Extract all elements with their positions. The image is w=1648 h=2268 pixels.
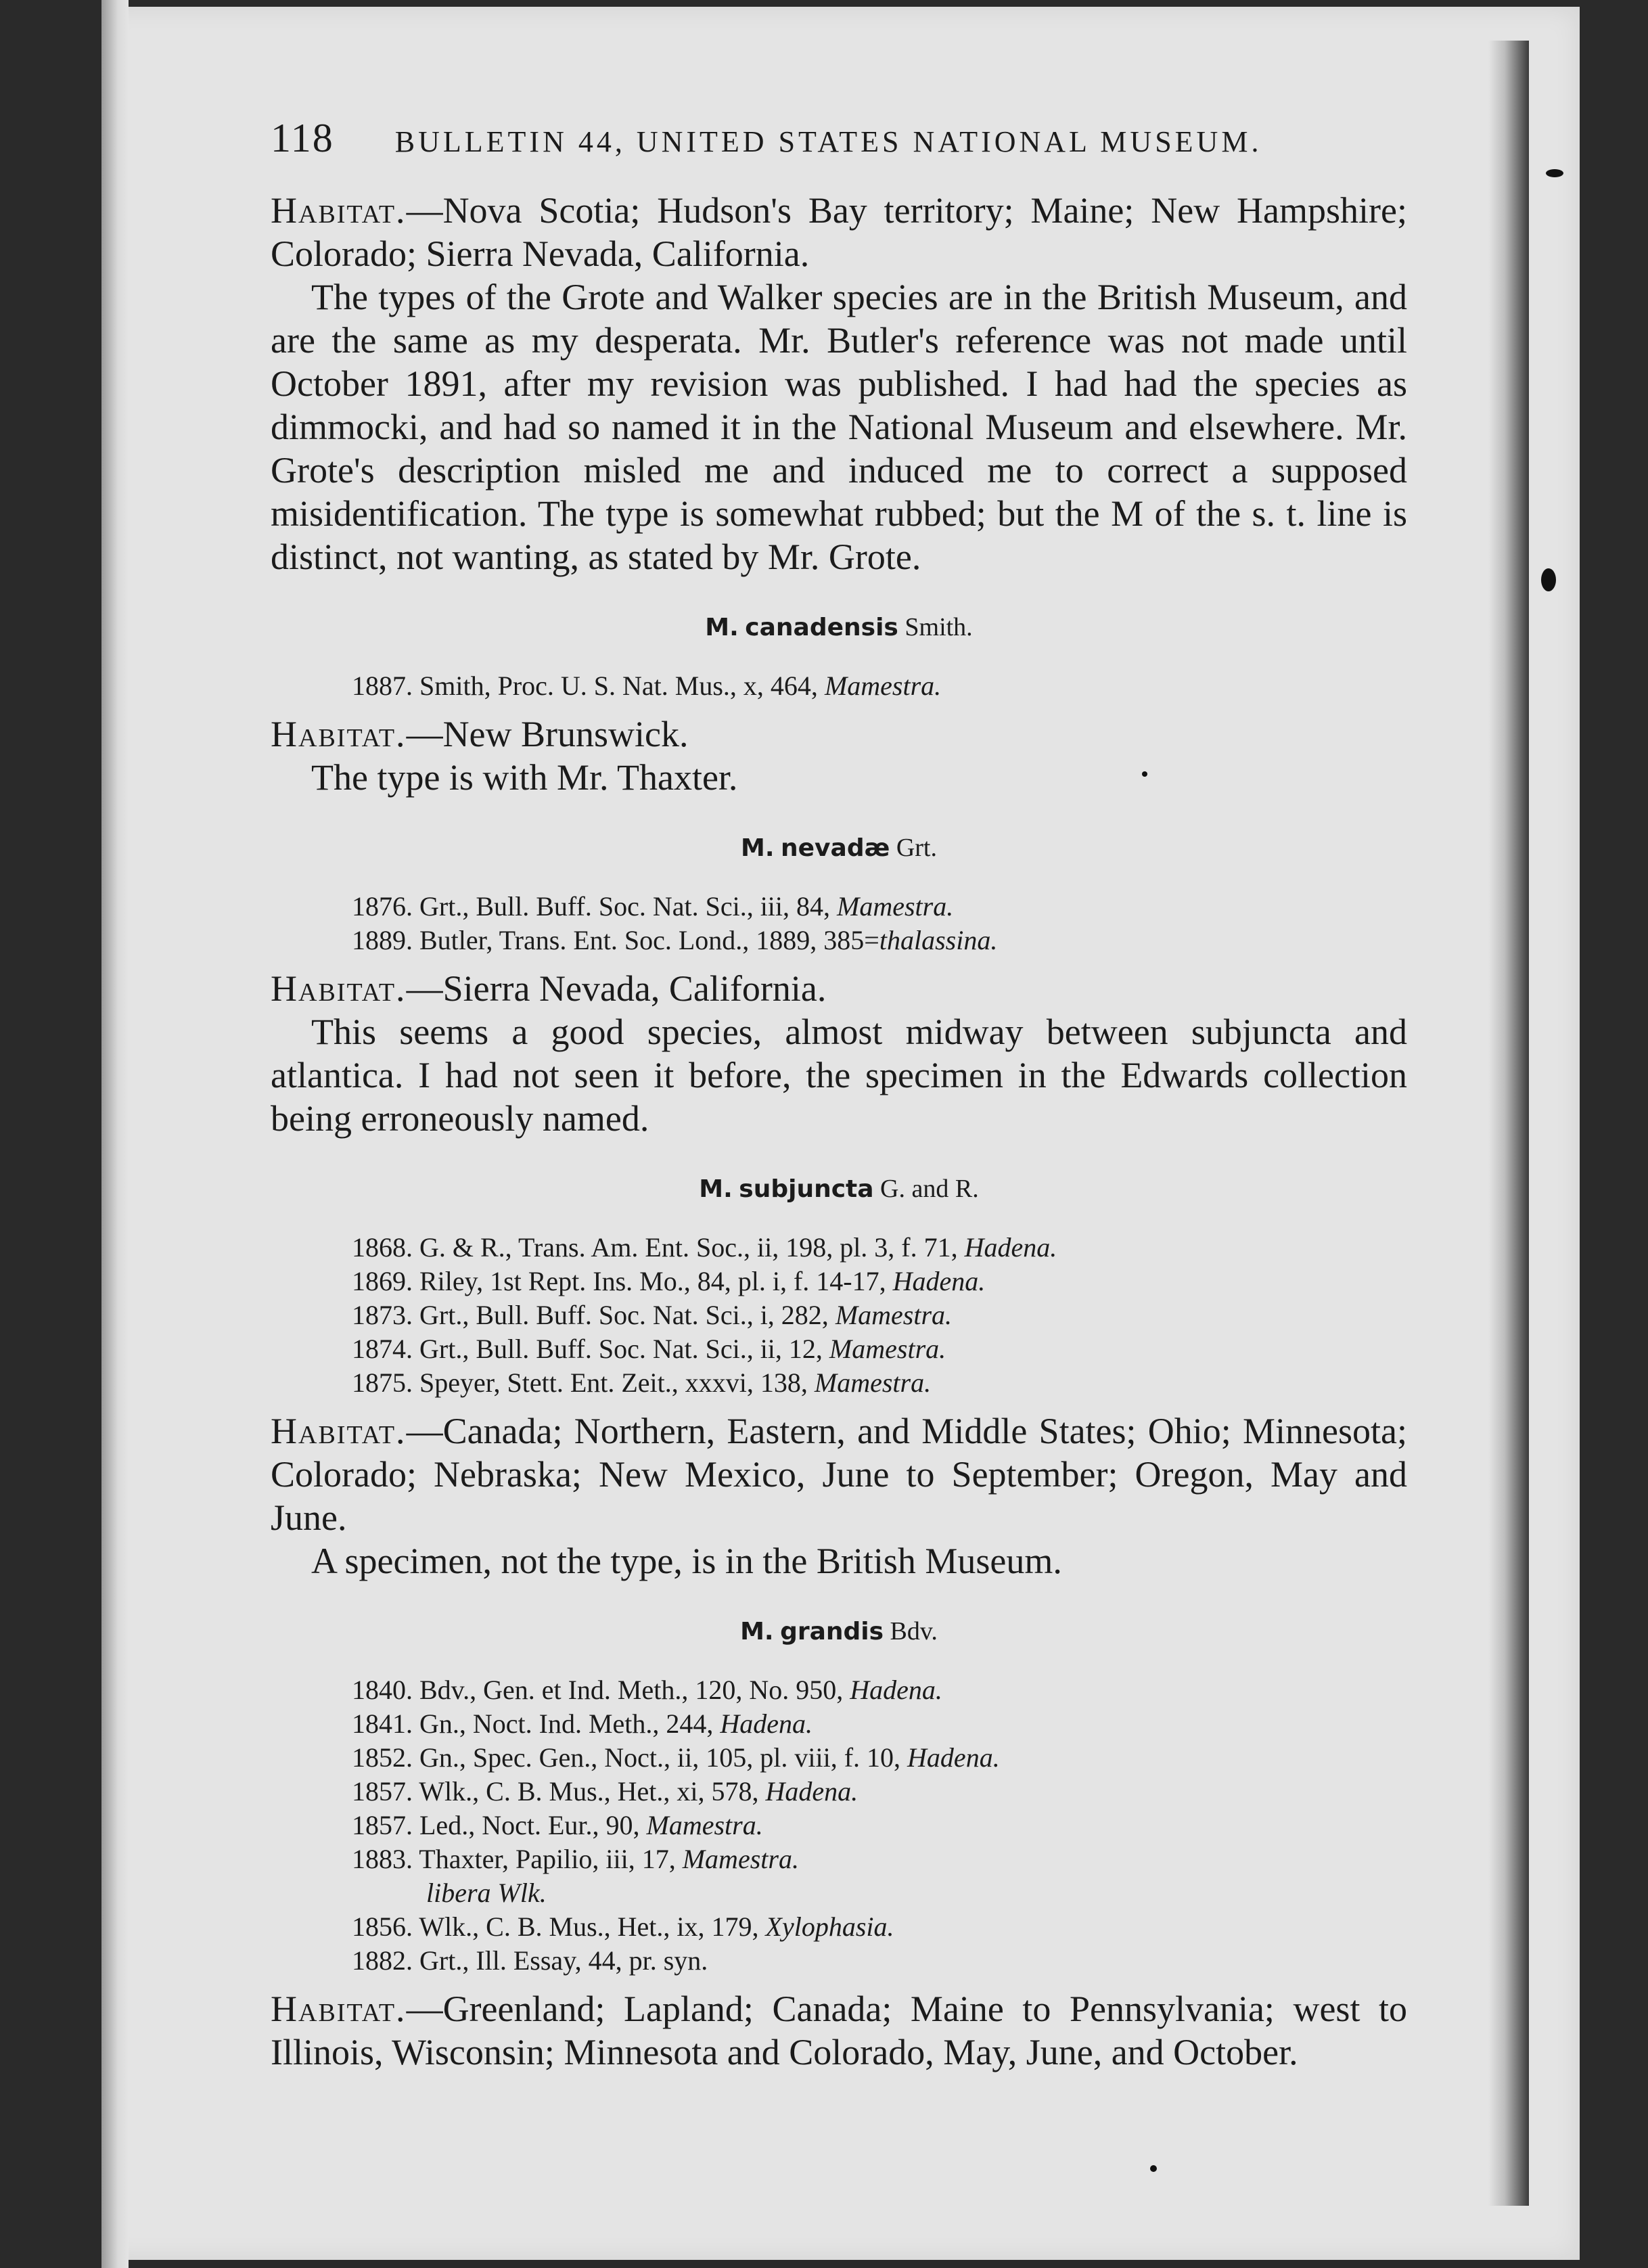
reference-list — [352, 1231, 1407, 1400]
reference: 1840. Bdv., Gen. et Ind. Meth., 120, No. 950, Hadena. — [352, 1675, 942, 1705]
species-entry — [271, 612, 1407, 799]
page-number: 118 — [271, 116, 334, 160]
reference-synonym: libera Wlk. — [426, 1878, 547, 1908]
species-name: canadensis — [745, 614, 898, 641]
reference: 1869. Riley, 1st Rept. Ins. Mo., 84, pl. i, f. 14-17, Hadena. — [352, 1266, 986, 1296]
reference-list — [352, 890, 1407, 957]
running-title: BULLETIN 44, UNITED STATES NATIONAL MUSEUM. — [394, 125, 1262, 158]
reference: 1876. Grt., Bull. Buff. Soc. Nat. Sci., iii, 84, Mamestra. — [352, 891, 954, 922]
book-spine — [101, 0, 129, 2268]
species-heading: M. grandis Bdv. — [740, 1617, 938, 1646]
reference: 1852. Gn., Spec. Gen., Noct., ii, 105, pl. viii, f. 10, Hadena. — [352, 1742, 1000, 1773]
species-note: A specimen, not the type, is in the British Museum. — [311, 1541, 1062, 1581]
reference: 1889. Butler, Trans. Ent. Soc. Lond., 1889, 385=thalassina. — [352, 925, 998, 955]
running-head — [271, 115, 1407, 162]
ink-speck — [1150, 2165, 1157, 2172]
species-author: Bdv. — [890, 1617, 938, 1646]
species-note: The type is with Mr. Thaxter. — [311, 757, 738, 798]
species-habitat: Habitat.—Canada; Northern, Eastern, and Middle States; Ohio; Minnesota; Colorado; Nebraska; New Mexico, June to September; Oregon, May and June. — [271, 1411, 1407, 1538]
species-entry — [271, 1616, 1407, 2074]
species-habitat: Habitat.—New Brunswick. — [271, 714, 689, 754]
intro-habitat — [271, 189, 1407, 275]
species-habitat: Habitat.—Sierra Nevada, California. — [271, 968, 827, 1009]
reference: 1873. Grt., Bull. Buff. Soc. Nat. Sci., i, 282, Mamestra. — [352, 1300, 953, 1330]
habitat-text: —Nova Scotia; Hudson's Bay territory; Maine; New Hampshire; Colorado; Sierra Nevada, California. — [271, 190, 1407, 274]
species-entry — [271, 1174, 1407, 1583]
reference-list — [352, 1673, 1407, 1978]
reference: 1883. Thaxter, Papilio, iii, 17, Mamestra. — [352, 1844, 799, 1874]
page-content — [271, 115, 1407, 2074]
species-author: Smith. — [905, 613, 973, 641]
reference: 1868. G. & R., Trans. Am. Ent. Soc., ii, 198, pl. 3, f. 71, Hadena. — [352, 1232, 1057, 1263]
ink-speck — [1142, 771, 1147, 777]
reference: 1841. Gn., Noct. Ind. Meth., 244, Hadena. — [352, 1708, 813, 1739]
ink-speck — [1546, 169, 1563, 177]
species-note: This seems a good species, almost midway between subjuncta and atlantica. I had not seen it before, the specimen in the Edwards collection being erroneously named. — [271, 1012, 1407, 1139]
ink-speck — [1541, 568, 1556, 591]
intro-paragraph: The types of the Grote and Walker species are in the British Museum, and are the same as my desperata. Mr. Butler's reference was not made until October 1891, after my revision was published. I had had the species as dimmocki, and had so named it in the National Museum and elsewhere. Mr. Grote's description misled me and induced me to correct a supposed misidentification. The type is somewhat rubbed; but the M of the s. t. line is distinct, not wanting, as stated by Mr. Grote. — [271, 277, 1407, 577]
habitat-label: Habitat. — [271, 190, 407, 231]
species-author: G. and R. — [880, 1175, 979, 1203]
reference: 1874. Grt., Bull. Buff. Soc. Nat. Sci., ii, 12, Mamestra. — [352, 1334, 946, 1364]
reference: 1882. Grt., Ill. Essay, 44, pr. syn. — [352, 1945, 708, 1976]
species-name: grandis — [780, 1618, 884, 1646]
species-habitat: Habitat.—Greenland; Lapland; Canada; Maine to Pennsylvania; west to Illinois, Wisconsin; Minnesota and Colorado, May, June, and October. — [271, 1989, 1407, 2072]
species-name: subjuncta — [739, 1175, 874, 1203]
species-author: Grt. — [896, 834, 937, 862]
species-heading: M. subjuncta G. and R. — [699, 1175, 979, 1203]
reference: 1887. Smith, Proc. U. S. Nat. Mus., x, 464, Mamestra. — [352, 671, 942, 701]
species-name: nevadæ — [781, 834, 890, 862]
reference: 1857. Led., Noct. Eur., 90, Mamestra. — [352, 1810, 763, 1840]
species-entry — [271, 833, 1407, 1140]
species-heading: M. nevadæ Grt. — [741, 834, 937, 862]
reference-list — [352, 669, 1407, 703]
reference: 1856. Wlk., C. B. Mus., Het., ix, 179, Xylophasia. — [352, 1911, 894, 1942]
species-heading: M. canadensis Smith. — [705, 613, 973, 641]
page-edge — [1488, 41, 1529, 2206]
reference: 1875. Speyer, Stett. Ent. Zeit., xxxvi, 138, Mamestra. — [352, 1367, 932, 1398]
reference: 1857. Wlk., C. B. Mus., Het., xi, 578, Hadena. — [352, 1776, 859, 1807]
